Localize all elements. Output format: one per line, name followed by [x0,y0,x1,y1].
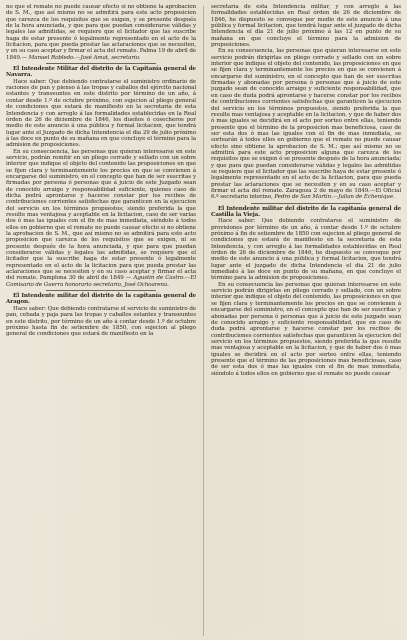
notice-aragon-header: El Intendente militar del distrito de la capitanía general de Aragon. [6,293,196,306]
notice-aragon-signature: Pedro de San Martin.—Julian de Echenique. [274,194,395,201]
notice-navarra-body2-text: En su consecuencia, las personas que quieran interesarse en este servicio, podrán remitir en un pliego cerrado y sellado con un sobre interior que indique el objeto del contenido las proposiciones en que se fijen clara y terminantemente los precios en que se convienen á encargarse del suministro, en el concepto que han de ser suscritas y firmadas por persona ó personas que á juicio de este Juzgado sean de conocido arraigo y responsabilidad suficiente, quienes caso de dicha podrá aprontarse y hacerse constar por los recibos de contribuciones corrientes satisfechas que garanticen en la ejecucion del servicio en los términos propuestos; siendo preferida la que resulte mas ventajosa y aceptable en la licitacion, caso de ser varias dos ó mas las iguales con el fin de mas inmediata, siéndolo á todos ellos en gobierno que el remate no puede causar efecto si no obtiene la aprobacion de S. M., que así mismo no se admitirá para este acto proposicion que carezca de los requisitos que se exigen, ni se presente después de la hora anunciada, y que para que puedan considerarse válidas y legales las admitidas, se requiere que el licitador que la suscribe haga de estar presente ó legalmente representado en el acto de la licitacion para que pueda prestar las aclaraciones que se necesiten y en su caso aceptar y firmar el acta del remate. Pamplona 30 de abril de 1849 — [6,148,196,282]
notice-castilla [211,206,401,377]
section-divider [46,63,156,64]
notice-navarra-body: Hace saber: Que debiendo contratarse el suministro ordinario de raciones de pan y pienso á las tropas y caballos del ejército nacional estantes y transeuntes en este distrito por término de un año, á contar desde 1.º de octubre próximo, con sujecion al pliego general de condiciones que estará de manifiesto en la secretaría de esta Intendencia y con arreglo á las formalidades establecidas en la Real órden de 26 de diciembre de 1846, los dueños ó cosecheros por medio de este anuncio á una pública y formal licitacion, que tendrá lugar ante el Juzgado de dicha Intendencia el dia 29 de julio próximo á las doce en punto de su mañana en que concluye el término para la admision de proposiciones. [6,78,196,149]
print-fade [211,618,401,636]
notice-castilla-body2: En su consecuencia las personas que quieran interesarse en este servicio podrán dirigirlas en pliego cerrado y sellado, con un sobre interior que indique el objeto del contenido, las proposiciones en que se fijen clara y terminantemente los precios en que se convienen á encargarse del suministro, en el concepto que han de ser suscritas y abonadas por persona ó personas que á juicio de este juzgado sean de conocido arraigo y suficiente responsabilidad, que en caso de duda podrá aprontarse y hacerse constar por los recibos de contribuciones corrientes satisfechas que garanticen la ejecucion del servicio en los términos propuestos, siendo preferida la que resulte mas ventajosa y aceptable en la licitacion, y que de haber dos ó mas iguales se decidirá en el acto por sorteo entre ellas, teniendo presente que el término de las proposiciones mas beneficiosas, caso de ser esta dos ó mas las iguales con el fin de mas inmediata, siéndolo á todos ellos en gobierno que el remate no puede causar [211,281,401,377]
notice-aragon-cont2 [211,48,401,200]
intro-text [6,4,196,61]
notice-aragon-cont2-text: En su consecuencia, las personas que quieran interesarse en este servicio podrán dirigirlas en pliego cerrado y sellado con un sobre interior que indique el objeto del contenido, las proposiciones en que se fijen clara y terminantemente los precios en que se convienen á encargarse del suministro, en el concepto que han de ser suscritas firmadas y abonadas por persona ó personas que á juicio de este juzgado sean de conocido arraigo y suficiente responsabilidad, que en caso de duda podrá aprontarse y hacerse constar por los recibos de contribuciones corrientes satisfechas que garanticen la ejecucion del servicio en los términos propuestos, siendo preferida la que resulte mas ventajosa y aceptable en la licitacion, y que de haber dos ó mas iguales se decidirá en el acto por sorteo entre ellas, teniendo presente que el término de la proposicion mas beneficiosa, caso de ser esta dos ó mas las iguales con el fin de mas inmediata, se sortearán á todos ellos en gobierno que el remate no puede causar efecto sino obtiene la aprobacion de S. M.; que así mismo no se admitirá para este acto proposicion alguna que carezca de los requisitos que se exigen ó se presente después de la hora anunciada; y que para que puedan considerarse válidas y legales las admitidas se requiere que el licitador que las suscribe haya de estar presente ó legalmente representado en el acto de la licitacion, para que pueda prestar las aclaraciones que se necesiten y en su caso aceptar y firmar el acta del remate. Zaragoza 2 de mayo de 1849.—El Oficial 6.º secretario interino, [211,48,401,201]
intro-notice [6,4,196,61]
right-column [211,4,401,636]
notice-navarra-body2 [6,149,196,289]
intro-signature: Manuel Robledo.—José Amat, secretario. [28,54,141,61]
notice-castilla-header: El Intendente militar del distrito de la capitanía general de Castilla la Vieja. [211,205,401,218]
notice-navarra-header: El Intendente Militar del distrito de la Capitanía general de Navarra. [6,66,196,79]
notice-navarra [6,66,196,288]
notice-aragon-body: Hace saber: Que debiendo contratarse el servicio de suministro de pan, cebada y paja para las tropas y caballos estantes y transeuntes en este distrito, por término de un año á contar desde 1.º de octubre próximo hasta fin de setiembre de 1850, con sujecion al pliego general de condiciones que estará de manifiesto en la [6,305,196,338]
column-rule [203,6,204,636]
notice-castilla-body: Hace saber: Que debiendo contratarse el suministro de provisiones por término de un año, á contar desde 1.º de octubre próximo á fin de setiembre de 1850 con sujecion al pliego general de condiciones que estará de manifiesto en la secretaría de esta Intendencia, y con arreglo á las formalidades establecidas en Real órden de 26 de diciembre de 1846, he dispuesto se convoque por medio de este anuncio á una pública y formal licitacion, que tendrá lugar ante el juzgado de dicha Intendencia el dia 21 de julio inmediato á las doce en punto de su mañana, en que concluye el término para la admision de proposiciones. [211,218,401,282]
print-fade [6,618,196,636]
intro-body: no que el remate no puede causar efecto si no obtiene la aprobacion de S. M., que así mismo no se admitirá para este acto proposicion que carezca de los requisitos que se exigen, y se presente después de la hora anunciada, y que para que puedan considerarse válidas y legales las admitidas, se requiere que el licitador que las suscribe haga de estar presente ó legalmente representado en el acto de la licitacion, para que pueda prestar las aclaraciones que se necesiten, y en su caso aceptar y firmar el acta del remate. Palma 19 de abril de 1849.— [6,4,196,61]
notice-navarra-signature: Agustin de Castro.—El Comisario de Guerra honorario secretario, José Ochoarena. [6,275,196,288]
section-divider [46,290,156,291]
notice-aragon [6,293,196,337]
notice-aragon-continued [211,4,401,201]
section-divider [251,203,361,204]
notice-aragon-cont: secretaría de esta Intendencia militar, y con arreglo á las formalidades establecidas en Real órden de 26 de diciembre de 1846, he dispuesto se convoque por medio de este anuncio á una pública y formal licitacion, que tendrá lugar ante el juzgado de dicha Intendencia el dia 21 de julio próximo á las 12 en punto de su mañana en que concluye el término para la admision de proposiciones. [211,4,401,49]
left-column [6,4,196,636]
